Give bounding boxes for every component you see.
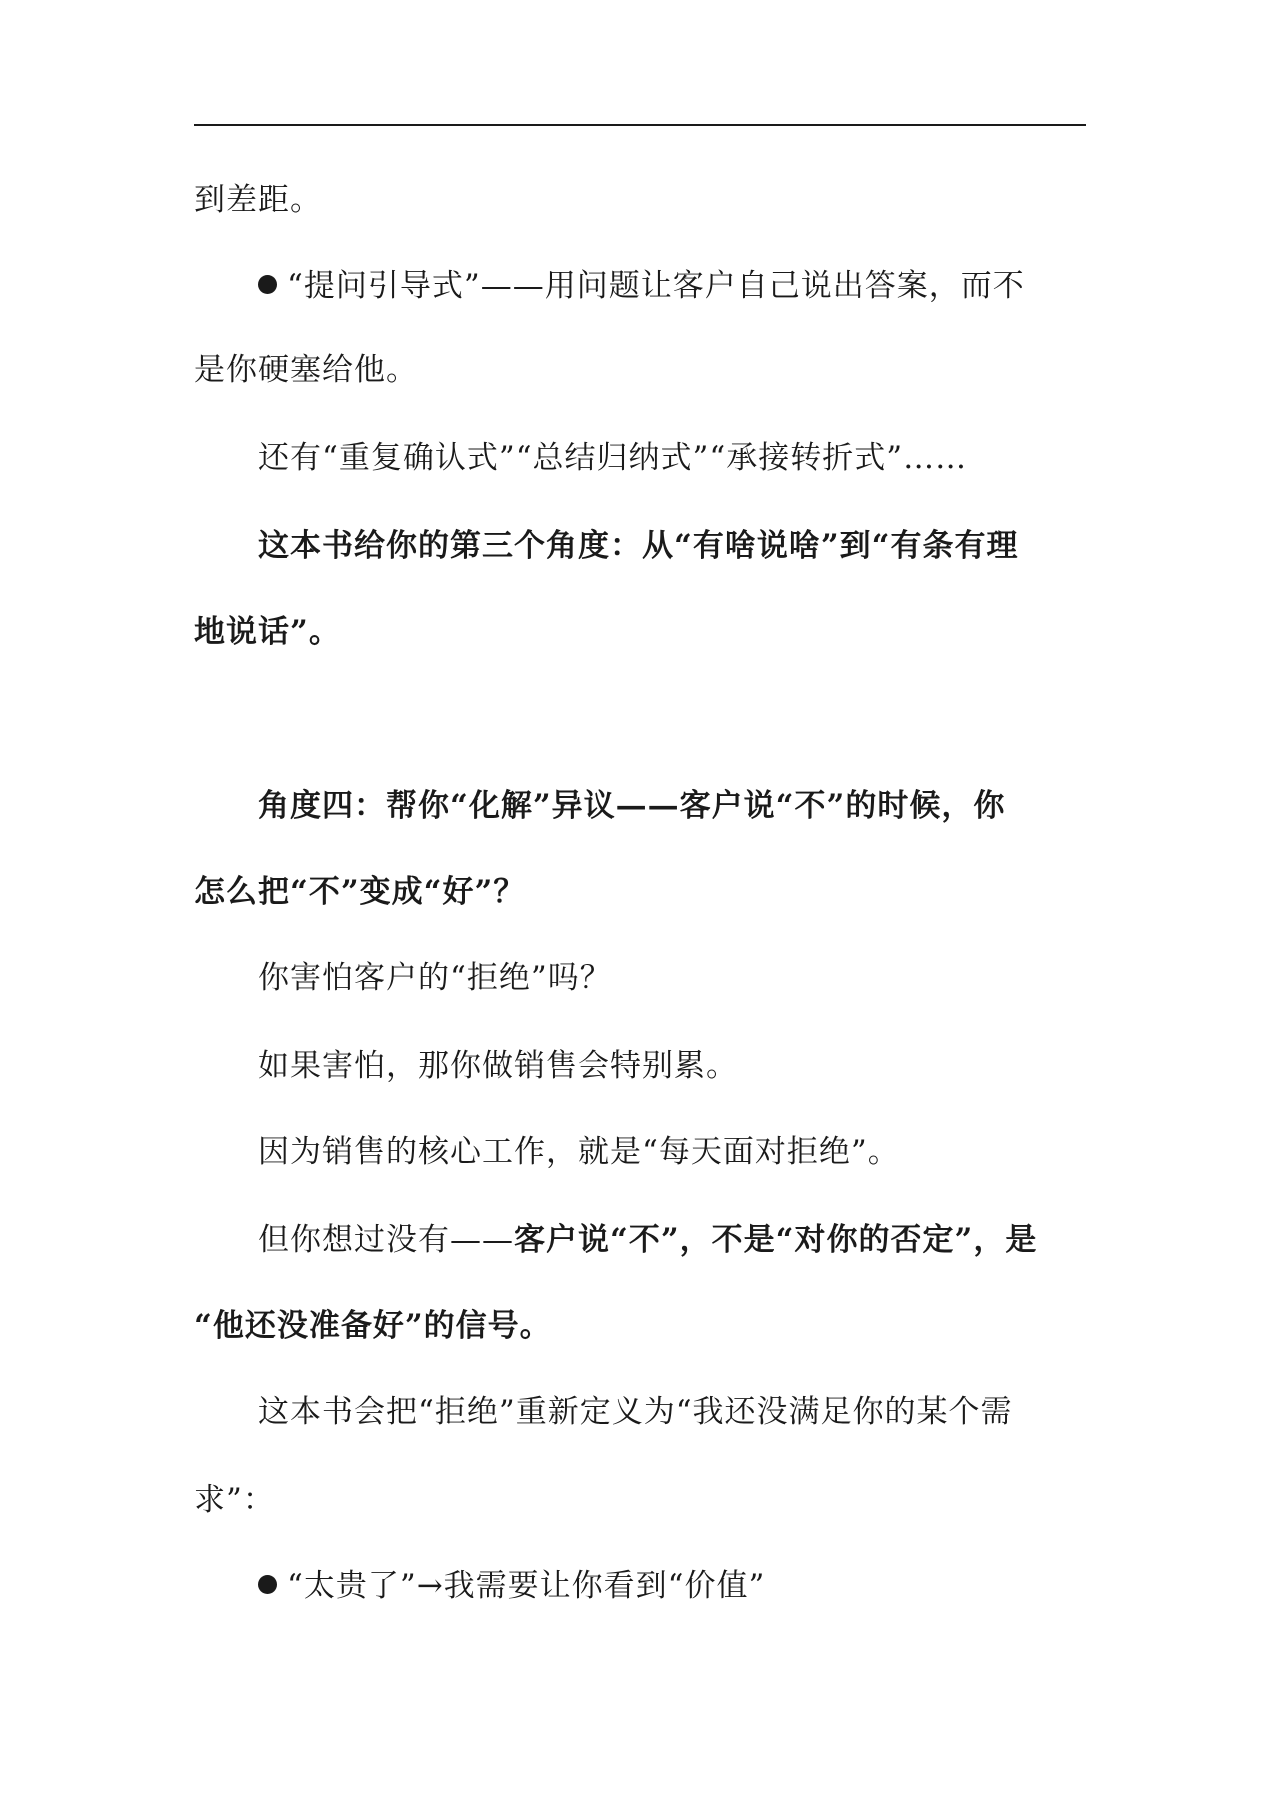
text-line: 求”：	[194, 1482, 275, 1518]
mixed-paragraph-line	[258, 1220, 1037, 1260]
bullet-icon	[258, 275, 277, 294]
header-rule	[194, 124, 1086, 126]
normal-text: 但你想过没有——	[258, 1222, 514, 1258]
bold-paragraph-line: 这本书给你的第三个角度：从“有啥说啥”到“有条有理	[258, 528, 1019, 564]
paragraph-line: 如果害怕，那你做销售会特别累。	[258, 1048, 738, 1084]
text-line: 是你硬塞给他。	[194, 352, 418, 388]
bullet-icon	[258, 1575, 277, 1594]
section-heading: 角度四：帮你“化解”异议——客户说“不”的时候，你	[258, 788, 1006, 824]
paragraph-line: 这本书会把“拒绝”重新定义为“我还没满足你的某个需	[258, 1394, 1013, 1430]
paragraph-line: 因为销售的核心工作，就是“每天面对拒绝”。	[258, 1134, 900, 1170]
bold-text: 客户说“不”，不是“对你的否定”，是	[514, 1222, 1038, 1258]
text-line: 到差距。	[194, 182, 322, 218]
paragraph-line: 还有“重复确认式”“总结归纳式”“承接转折式”……	[258, 440, 968, 476]
bold-paragraph-line: “他还没准备好”的信号。	[194, 1308, 552, 1344]
bullet-item	[258, 1566, 765, 1606]
bullet-text: “提问引导式”——用问题让客户自己说出答案，而不	[287, 268, 1025, 304]
section-heading: 怎么把“不”变成“好”？	[194, 874, 526, 910]
bullet-text: “太贵了”→我需要让你看到“价值”	[287, 1568, 766, 1604]
bold-paragraph-line: 地说话”。	[194, 614, 341, 650]
bullet-item	[258, 266, 1025, 306]
paragraph-line: 你害怕客户的“拒绝”吗？	[258, 960, 612, 996]
